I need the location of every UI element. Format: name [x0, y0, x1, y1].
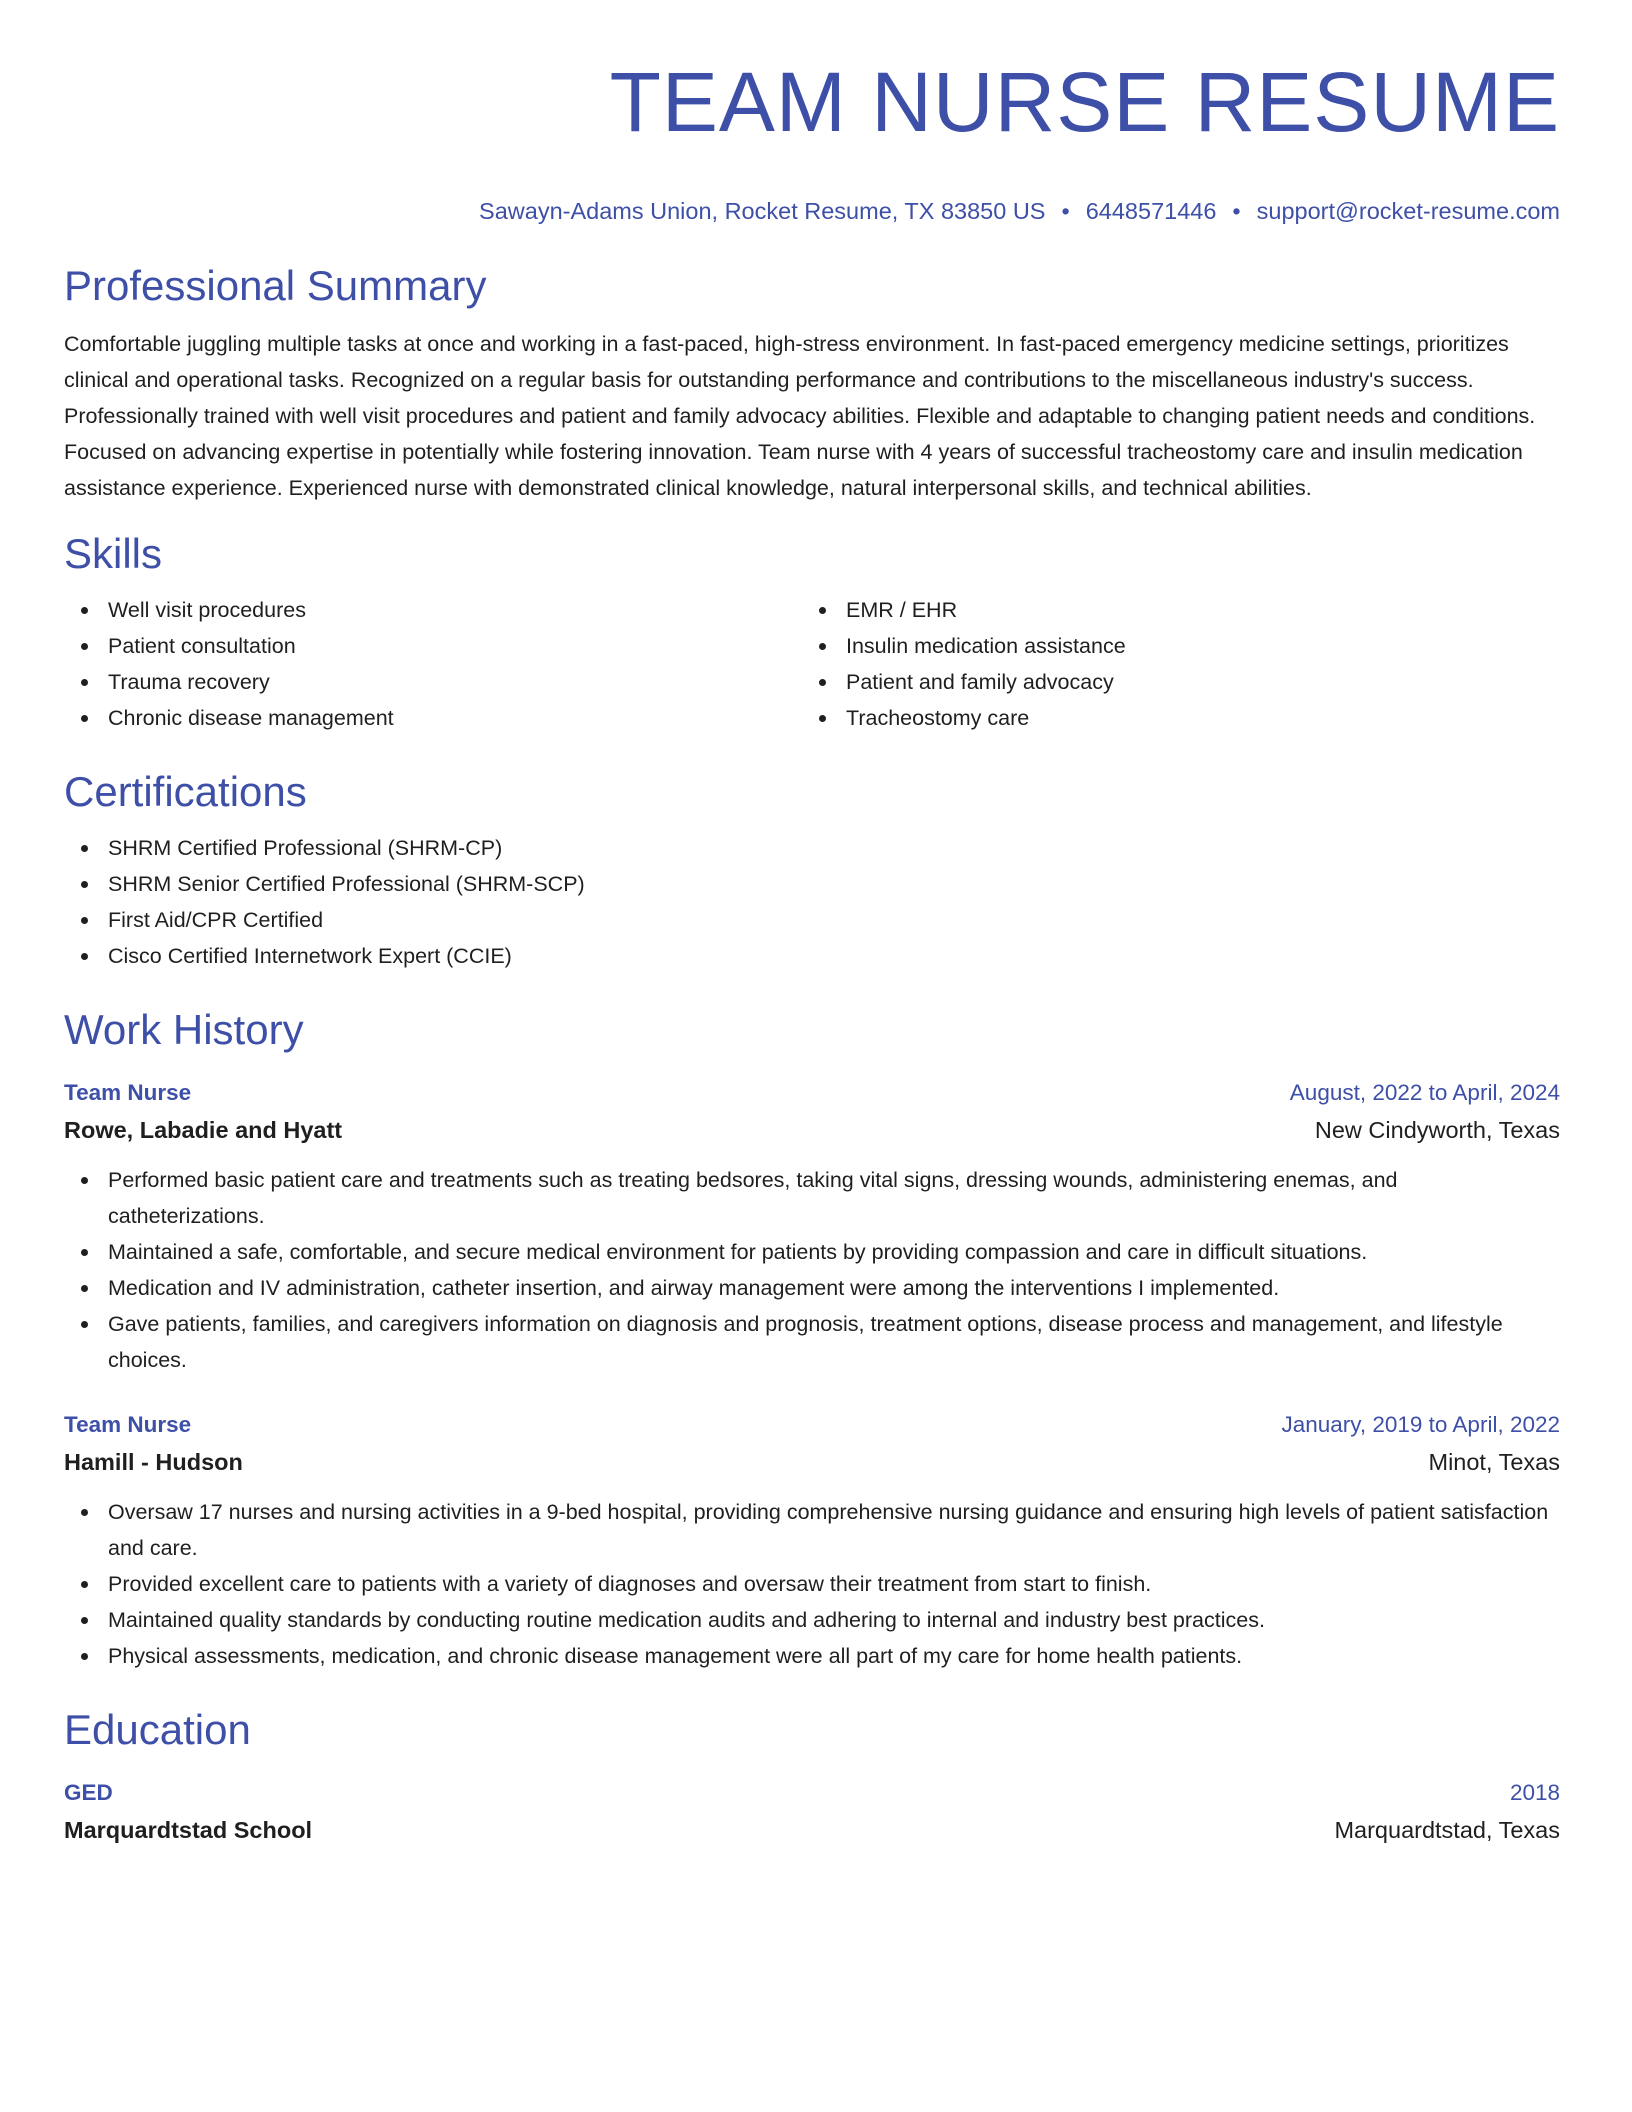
- contact-phone: 6448571446: [1085, 198, 1217, 224]
- contact-email: support@rocket-resume.com: [1256, 198, 1560, 224]
- job-dates: August, 2022 to April, 2024: [1289, 1080, 1560, 1105]
- education-location: Marquardtstad, Texas: [1334, 1817, 1560, 1843]
- work-history-section: [64, 1004, 1560, 1674]
- certification-item: SHRM Senior Certified Professional (SHRM-SCP): [64, 866, 1560, 902]
- summary-text: Comfortable juggling multiple tasks at once and working in a fast-paced, high-stress environment. In fast-paced emergency medicine settings, prioritizes clinical and operational tasks. Recognized on a regular basis for outstanding performance and contributions to the miscellaneous industry's success. Professionally trained with well visit procedures and patient and family advocacy abilities. Flexible and adaptable to changing patient needs and conditions. Focused on advancing expertise in potentially while fostering innovation. Team nurse with 4 years of successful tracheostomy care and insulin medication assistance experience. Experienced nurse with demonstrated clinical knowledge, natural interpersonal skills, and technical abilities.: [64, 332, 1536, 500]
- skill-item: Tracheostomy care: [802, 700, 1540, 736]
- skill-item: Patient and family advocacy: [802, 664, 1540, 700]
- contact-line: [64, 196, 1560, 226]
- certifications-section: [64, 766, 1560, 974]
- job-location: Minot, Texas: [1428, 1449, 1560, 1475]
- education-school: Marquardtstad School: [64, 1817, 313, 1843]
- job-company: Hamill - Hudson: [64, 1449, 243, 1475]
- job-duty-item: Performed basic patient care and treatments such as treating bedsores, taking vital signs, dressing wounds, administering enemas, and catheterizations.: [64, 1162, 1560, 1234]
- job-header-row: [64, 1078, 1560, 1108]
- job-duty-item: Maintained a safe, comfortable, and secure medical environment for patients by providing compassion and care in difficult situations.: [64, 1234, 1560, 1270]
- skill-item: Trauma recovery: [64, 664, 802, 700]
- job-location: New Cindyworth, Texas: [1314, 1117, 1560, 1143]
- job-duty-item: Gave patients, families, and caregivers information on diagnosis and prognosis, treatment options, disease process and management, and lifestyle choices.: [64, 1306, 1560, 1378]
- job-duty-item: Medication and IV administration, catheter insertion, and airway management were among the interventions I implemented.: [64, 1270, 1560, 1306]
- job-company-row: [64, 1446, 1560, 1478]
- job-entry: [64, 1078, 1560, 1378]
- education-degree: GED: [64, 1780, 113, 1805]
- certification-item: First Aid/CPR Certified: [64, 902, 1560, 938]
- contact-separator: •: [1061, 198, 1070, 224]
- skill-item: Insulin medication assistance: [802, 628, 1540, 664]
- job-duty-item: Provided excellent care to patients with a variety of diagnoses and oversaw their treatment from start to finish.: [64, 1566, 1560, 1602]
- job-header-row: [64, 1410, 1560, 1440]
- skills-list-left: [64, 592, 802, 736]
- job-entry: [64, 1410, 1560, 1674]
- summary-heading: Professional Summary: [64, 262, 487, 309]
- education-school-row: [64, 1814, 1560, 1846]
- skills-heading: Skills: [64, 530, 163, 577]
- certifications-list: [64, 830, 1560, 974]
- certifications-heading: Certifications: [64, 768, 307, 815]
- resume-page: [64, 0, 1560, 1846]
- skill-item: Patient consultation: [64, 628, 802, 664]
- skills-section: [64, 528, 1560, 736]
- contact-address: Sawayn-Adams Union, Rocket Resume, TX 83850 US: [479, 198, 1046, 224]
- work-history-heading: Work History: [64, 1006, 304, 1053]
- certification-item: SHRM Certified Professional (SHRM-CP): [64, 830, 1560, 866]
- skill-item: Chronic disease management: [64, 700, 802, 736]
- certification-item: Cisco Certified Internetwork Expert (CCIE): [64, 938, 1560, 974]
- job-company: Rowe, Labadie and Hyatt: [64, 1117, 343, 1143]
- education-year: 2018: [1509, 1780, 1560, 1805]
- skill-item: EMR / EHR: [802, 592, 1540, 628]
- job-company-row: [64, 1114, 1560, 1146]
- education-section: [64, 1704, 1560, 1846]
- job-duty-item: Physical assessments, medication, and chronic disease management were all part of my care for home health patients.: [64, 1638, 1560, 1674]
- job-dates: January, 2019 to April, 2022: [1281, 1412, 1560, 1437]
- education-heading: Education: [64, 1706, 251, 1753]
- job-title: Team Nurse: [64, 1412, 192, 1437]
- job-title: Team Nurse: [64, 1080, 192, 1105]
- skills-grid: [64, 592, 1560, 736]
- skill-item: Well visit procedures: [64, 592, 802, 628]
- job-duties-list: [64, 1494, 1560, 1674]
- job-duties-list: [64, 1162, 1560, 1378]
- job-duty-item: Oversaw 17 nurses and nursing activities in a 9-bed hospital, providing comprehensive nursing guidance and ensuring high levels of patient satisfaction and care.: [64, 1494, 1560, 1566]
- education-header-row: [64, 1778, 1560, 1808]
- summary-section: [64, 260, 1560, 506]
- contact-separator: •: [1232, 198, 1241, 224]
- job-duty-item: Maintained quality standards by conducting routine medication audits and adhering to internal and industry best practices.: [64, 1602, 1560, 1638]
- skills-list-right: [802, 592, 1540, 736]
- resume-title: TEAM NURSE RESUME: [609, 55, 1560, 149]
